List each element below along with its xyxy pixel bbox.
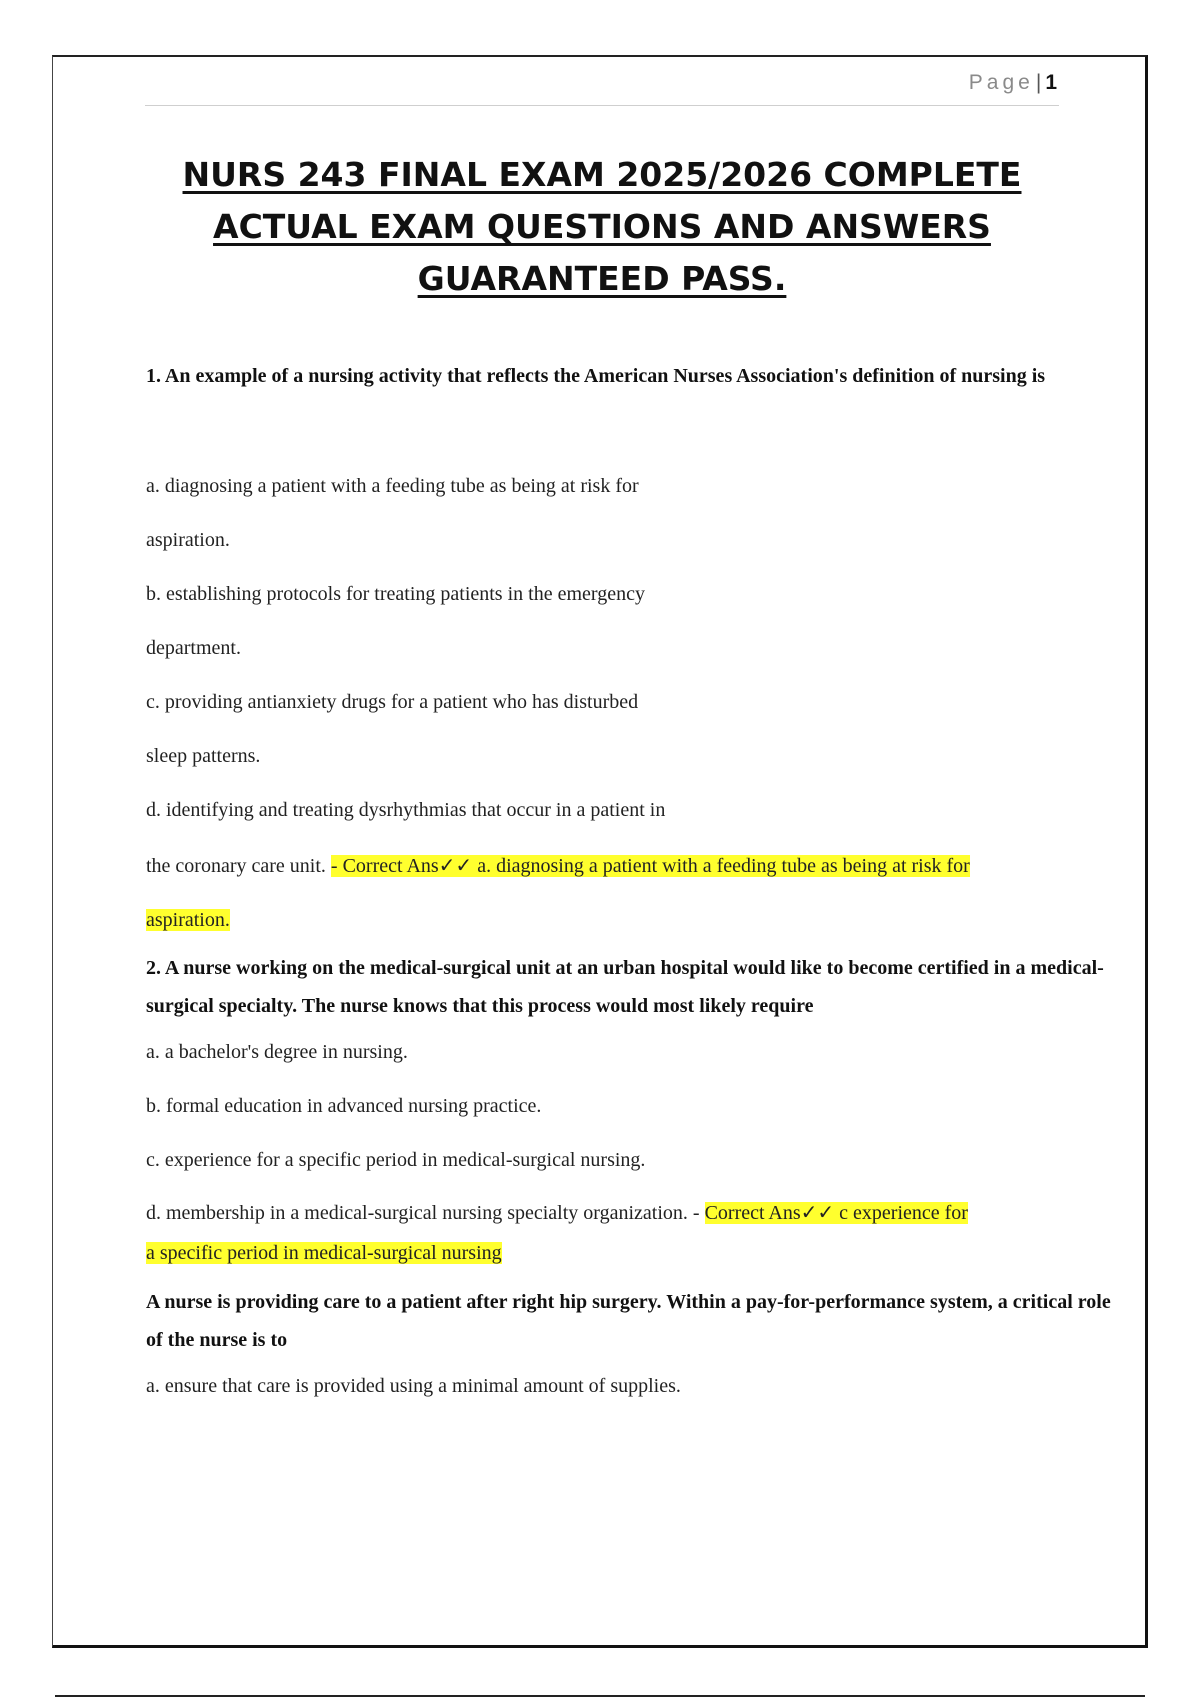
q1-option-a-line1: a. diagnosing a patient with a feeding tube as being at risk for <box>146 475 639 497</box>
q2-option-d: d. membership in a medical-surgical nursing specialty organization. - <box>146 1202 700 1224</box>
header-rule <box>145 105 1059 106</box>
q1-option-b-line1: b. establishing protocols for treating patients in the emergency <box>146 583 645 605</box>
page-word: Page <box>968 71 1034 94</box>
question-2: 2. A nurse working on the medical-surgical unit at an urban hospital would like to become certified in a medical-surgical specialty. The nurse knows that this process would most likely require <box>146 957 1104 1017</box>
q1-option-d-line2: the coronary care unit. <box>146 855 326 877</box>
title-line-2: ACTUAL EXAM QUESTIONS AND ANSWERS <box>213 207 991 246</box>
page-number-header <box>969 71 1057 95</box>
q1-option-d-line1: d. identifying and treating dysrhythmias that occur in a patient in <box>146 799 666 821</box>
title-line-3: GUARANTEED PASS. <box>417 259 787 298</box>
q1-option-a-line2: aspiration. <box>146 529 230 551</box>
q2-correct-answer: Correct Ans✓✓ c experience for <box>704 1202 968 1224</box>
q1-answer-continued <box>146 895 1111 945</box>
q2-correct-answer-line2: a specific period in medical-surgical nursing <box>146 1242 502 1264</box>
title-line-1: NURS 243 FINAL EXAM 2025/2026 COMPLETE <box>182 155 1022 194</box>
document-title <box>145 149 1059 305</box>
exam-content <box>146 357 1111 1413</box>
q2-answer-row <box>146 1193 1111 1273</box>
question-3: A nurse is providing care to a patient after right hip surgery. Within a pay-for-performance system, a critical role of the nurse is to <box>146 1291 1111 1351</box>
next-page-rule <box>55 1695 1145 1697</box>
q1-option-c-line2: sleep patterns. <box>146 745 261 767</box>
q3-option-a: a. ensure that care is provided using a minimal amount of supplies. <box>146 1375 681 1397</box>
q1-correct-answer-line2: aspiration. <box>146 909 230 931</box>
q1-option-c-line1: c. providing antianxiety drugs for a patient who has disturbed <box>146 691 639 713</box>
q1-correct-answer: - Correct Ans✓✓ a. diagnosing a patient with a feeding tube as being at risk for <box>330 855 970 877</box>
page-separator: | <box>1035 71 1042 94</box>
q2-option-a: a. a bachelor's degree in nursing. <box>146 1041 408 1063</box>
q2-option-c: c. experience for a specific period in medical-surgical nursing. <box>146 1149 646 1171</box>
page-number: 1 <box>1045 71 1057 94</box>
document-page <box>52 55 1148 1648</box>
question-1: 1. An example of a nursing activity that reflects the American Nurses Association's definition of nursing is <box>146 365 1046 387</box>
q2-option-b: b. formal education in advanced nursing practice. <box>146 1095 542 1117</box>
q1-answer-row <box>146 837 1111 895</box>
q1-option-b-line2: department. <box>146 637 241 659</box>
